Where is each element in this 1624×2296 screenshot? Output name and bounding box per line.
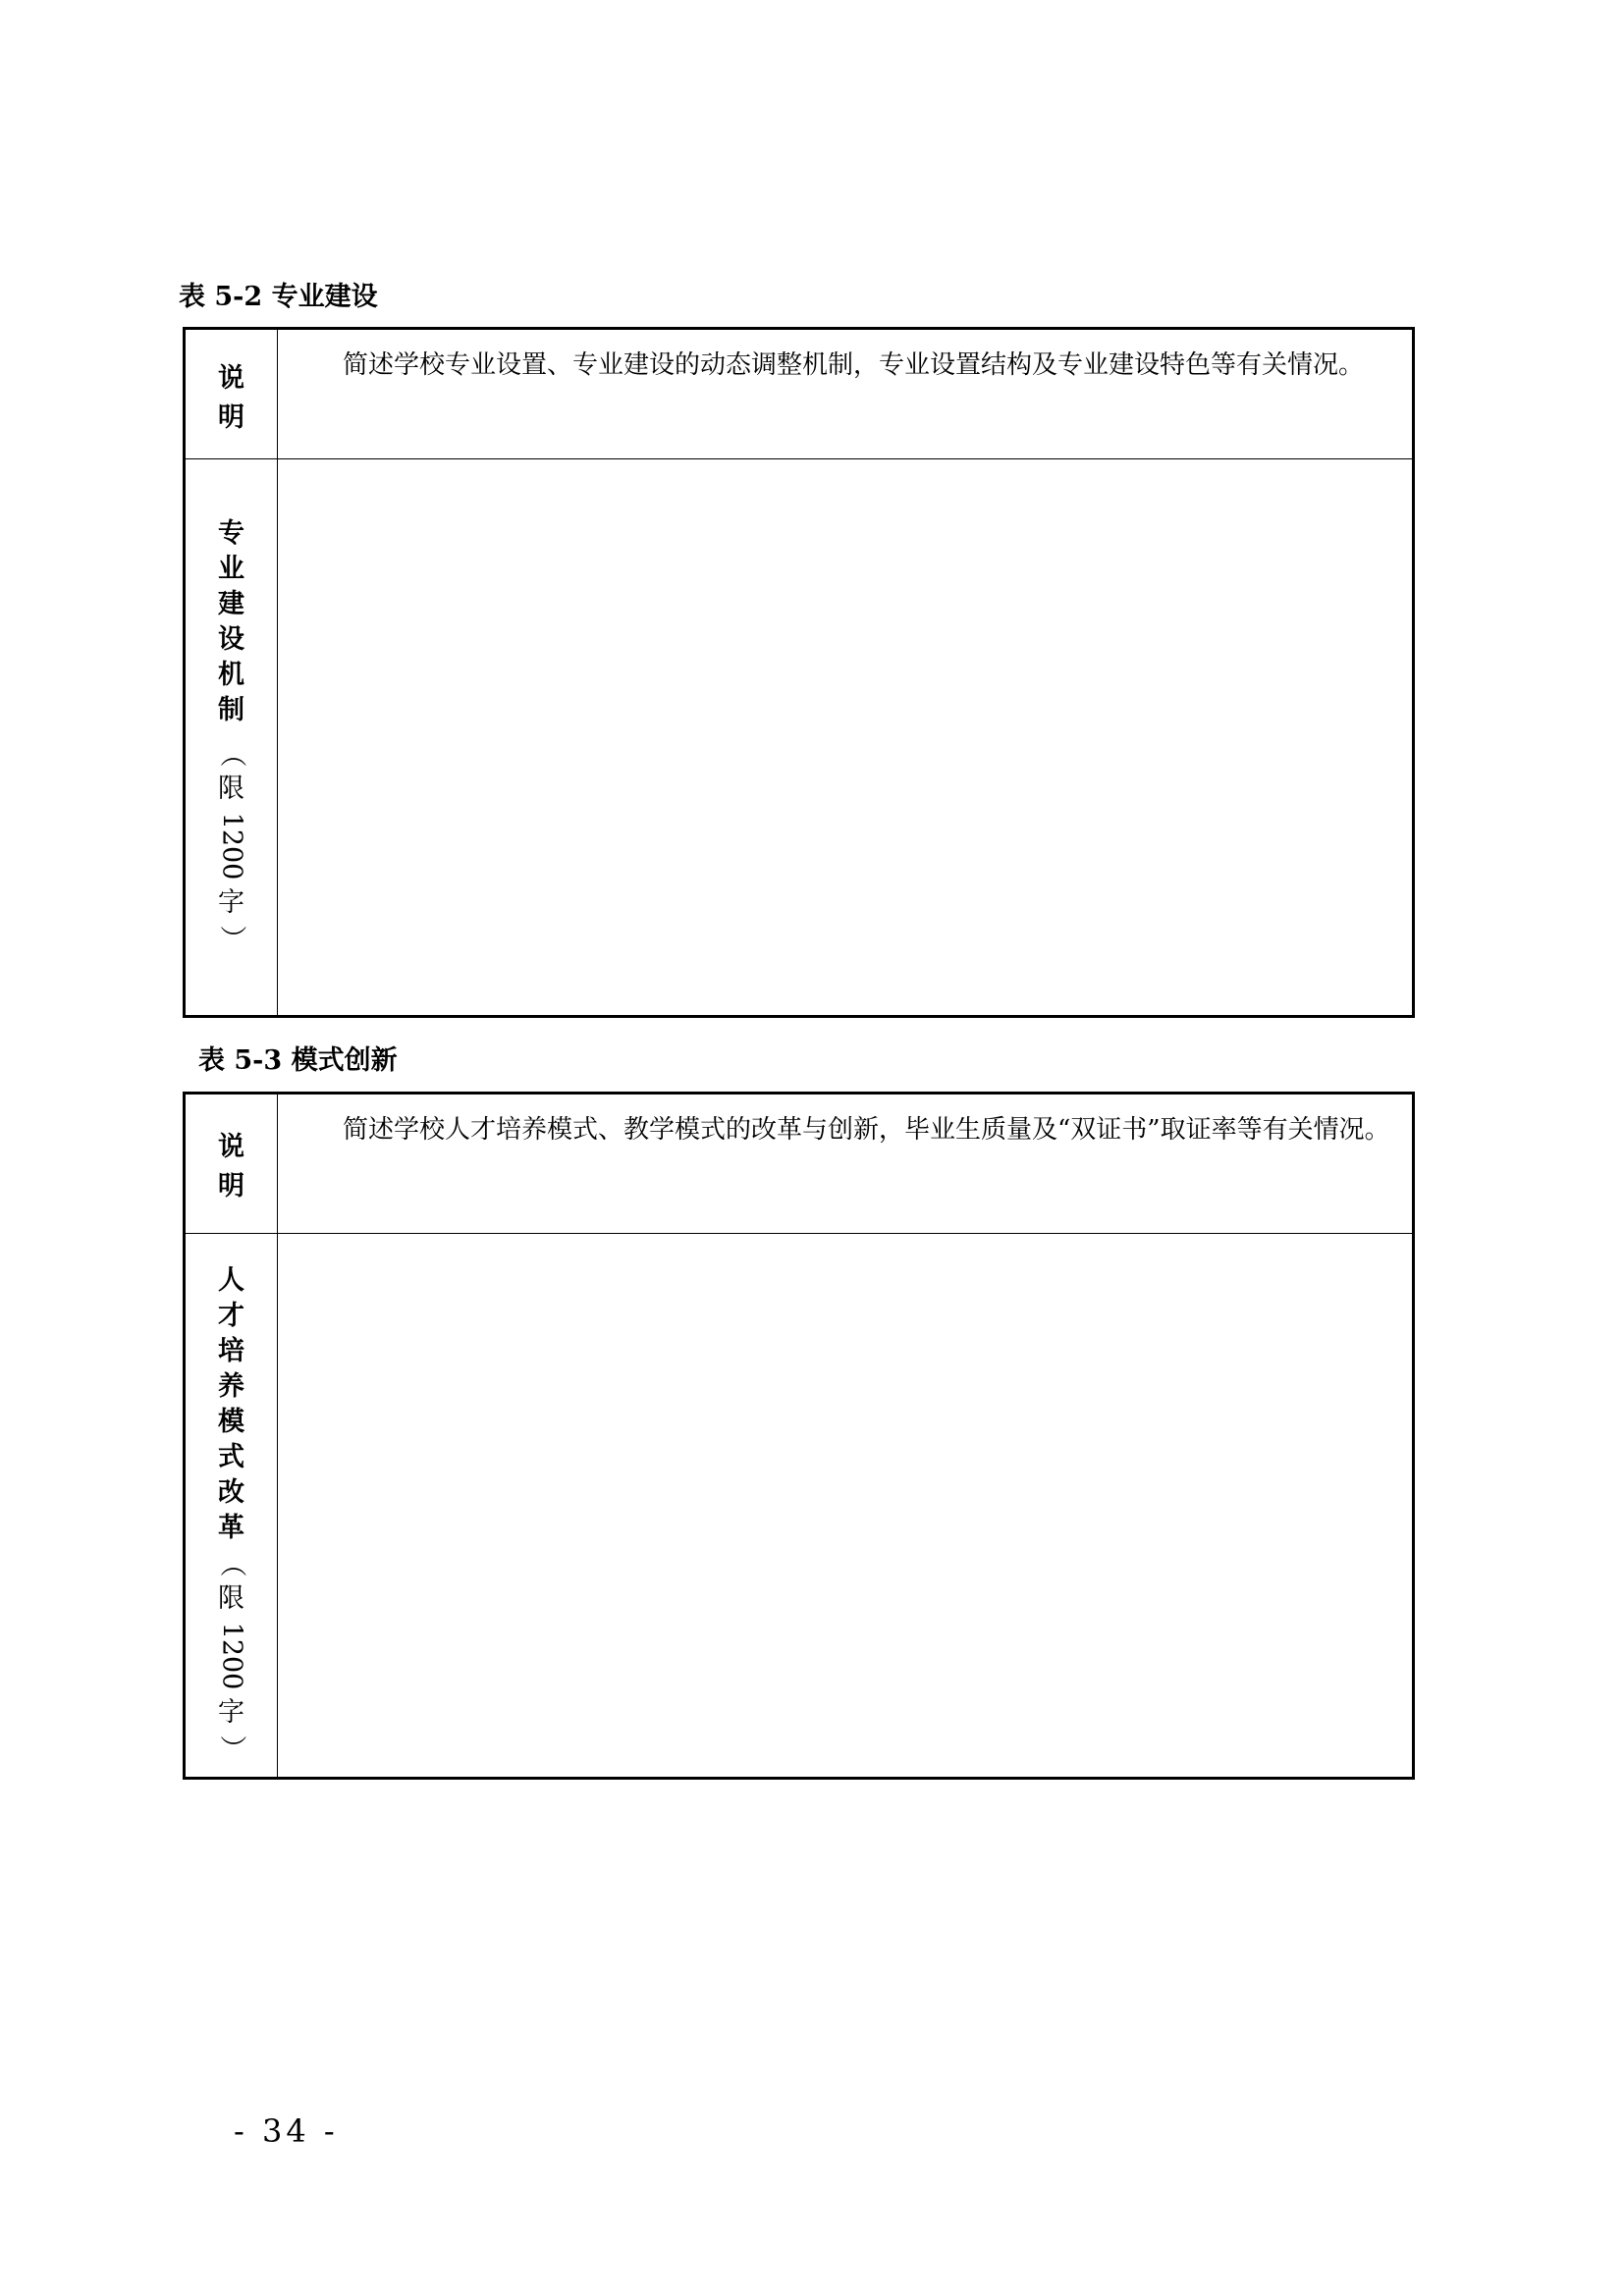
table-5-3 xyxy=(183,1092,1415,1780)
limit-xian: 限 xyxy=(218,1583,244,1614)
section-label-char: 式 xyxy=(218,1442,244,1472)
section-label-char: 机 xyxy=(218,660,244,690)
table-5-2-section-label-cell xyxy=(185,459,278,1017)
table-5-3-description: 简述学校人才培养模式、教学模式的改革与创新，毕业生质量及“双证书”取证率等有关情况。 xyxy=(343,1115,1390,1145)
section-label-char: 才 xyxy=(218,1301,244,1331)
header-label-char: 说 xyxy=(218,1132,244,1162)
table-5-2-description: 简述学校专业设置、专业建设的动态调整机制，专业设置结构及专业建设特色等有关情况。 xyxy=(343,350,1365,380)
section-label-char: 模 xyxy=(218,1407,244,1437)
limit-zi: 字 xyxy=(218,1697,244,1728)
table-5-3-content-cell[interactable] xyxy=(278,1234,1414,1779)
page-number: - 34 - xyxy=(234,2112,339,2150)
table-5-2-caption: 表 5-2 专业建设 xyxy=(179,282,378,312)
table-5-3-section-label-cell xyxy=(185,1234,278,1779)
table-5-2-content-cell[interactable] xyxy=(278,459,1414,1017)
table-5-3-description-cell xyxy=(278,1094,1414,1234)
section-label-char: 改 xyxy=(218,1477,244,1508)
table-5-3-header-label-cell xyxy=(185,1094,278,1234)
table-5-3-caption: 表 5-3 模式创新 xyxy=(198,1045,398,1076)
table-5-2-description-cell xyxy=(278,329,1414,459)
section-label-char: 建 xyxy=(218,589,244,619)
header-label-char: 说 xyxy=(218,363,244,394)
limit-xian: 限 xyxy=(218,774,244,804)
section-label-char: 养 xyxy=(218,1371,244,1402)
header-label-char: 明 xyxy=(218,1171,244,1201)
section-label-char: 设 xyxy=(218,624,244,655)
table-5-2 xyxy=(183,327,1415,1018)
section-label-char: 制 xyxy=(218,695,244,725)
header-label-char: 明 xyxy=(218,402,244,433)
limit-number: 1200 xyxy=(216,812,247,881)
limit-number: 1200 xyxy=(216,1622,247,1690)
limit-close-paren: ） xyxy=(216,925,247,952)
section-label-char: 人 xyxy=(218,1265,244,1296)
limit-open-paren: （ xyxy=(216,740,247,768)
section-label-char: 业 xyxy=(218,554,244,584)
limit-zi: 字 xyxy=(218,887,244,918)
section-label-char: 专 xyxy=(218,518,244,549)
section-label-char: 培 xyxy=(218,1336,244,1366)
table-5-2-header-label-cell xyxy=(185,329,278,459)
limit-close-paren: ） xyxy=(216,1735,247,1762)
section-label-char: 革 xyxy=(218,1513,244,1543)
limit-open-paren: （ xyxy=(216,1550,247,1577)
